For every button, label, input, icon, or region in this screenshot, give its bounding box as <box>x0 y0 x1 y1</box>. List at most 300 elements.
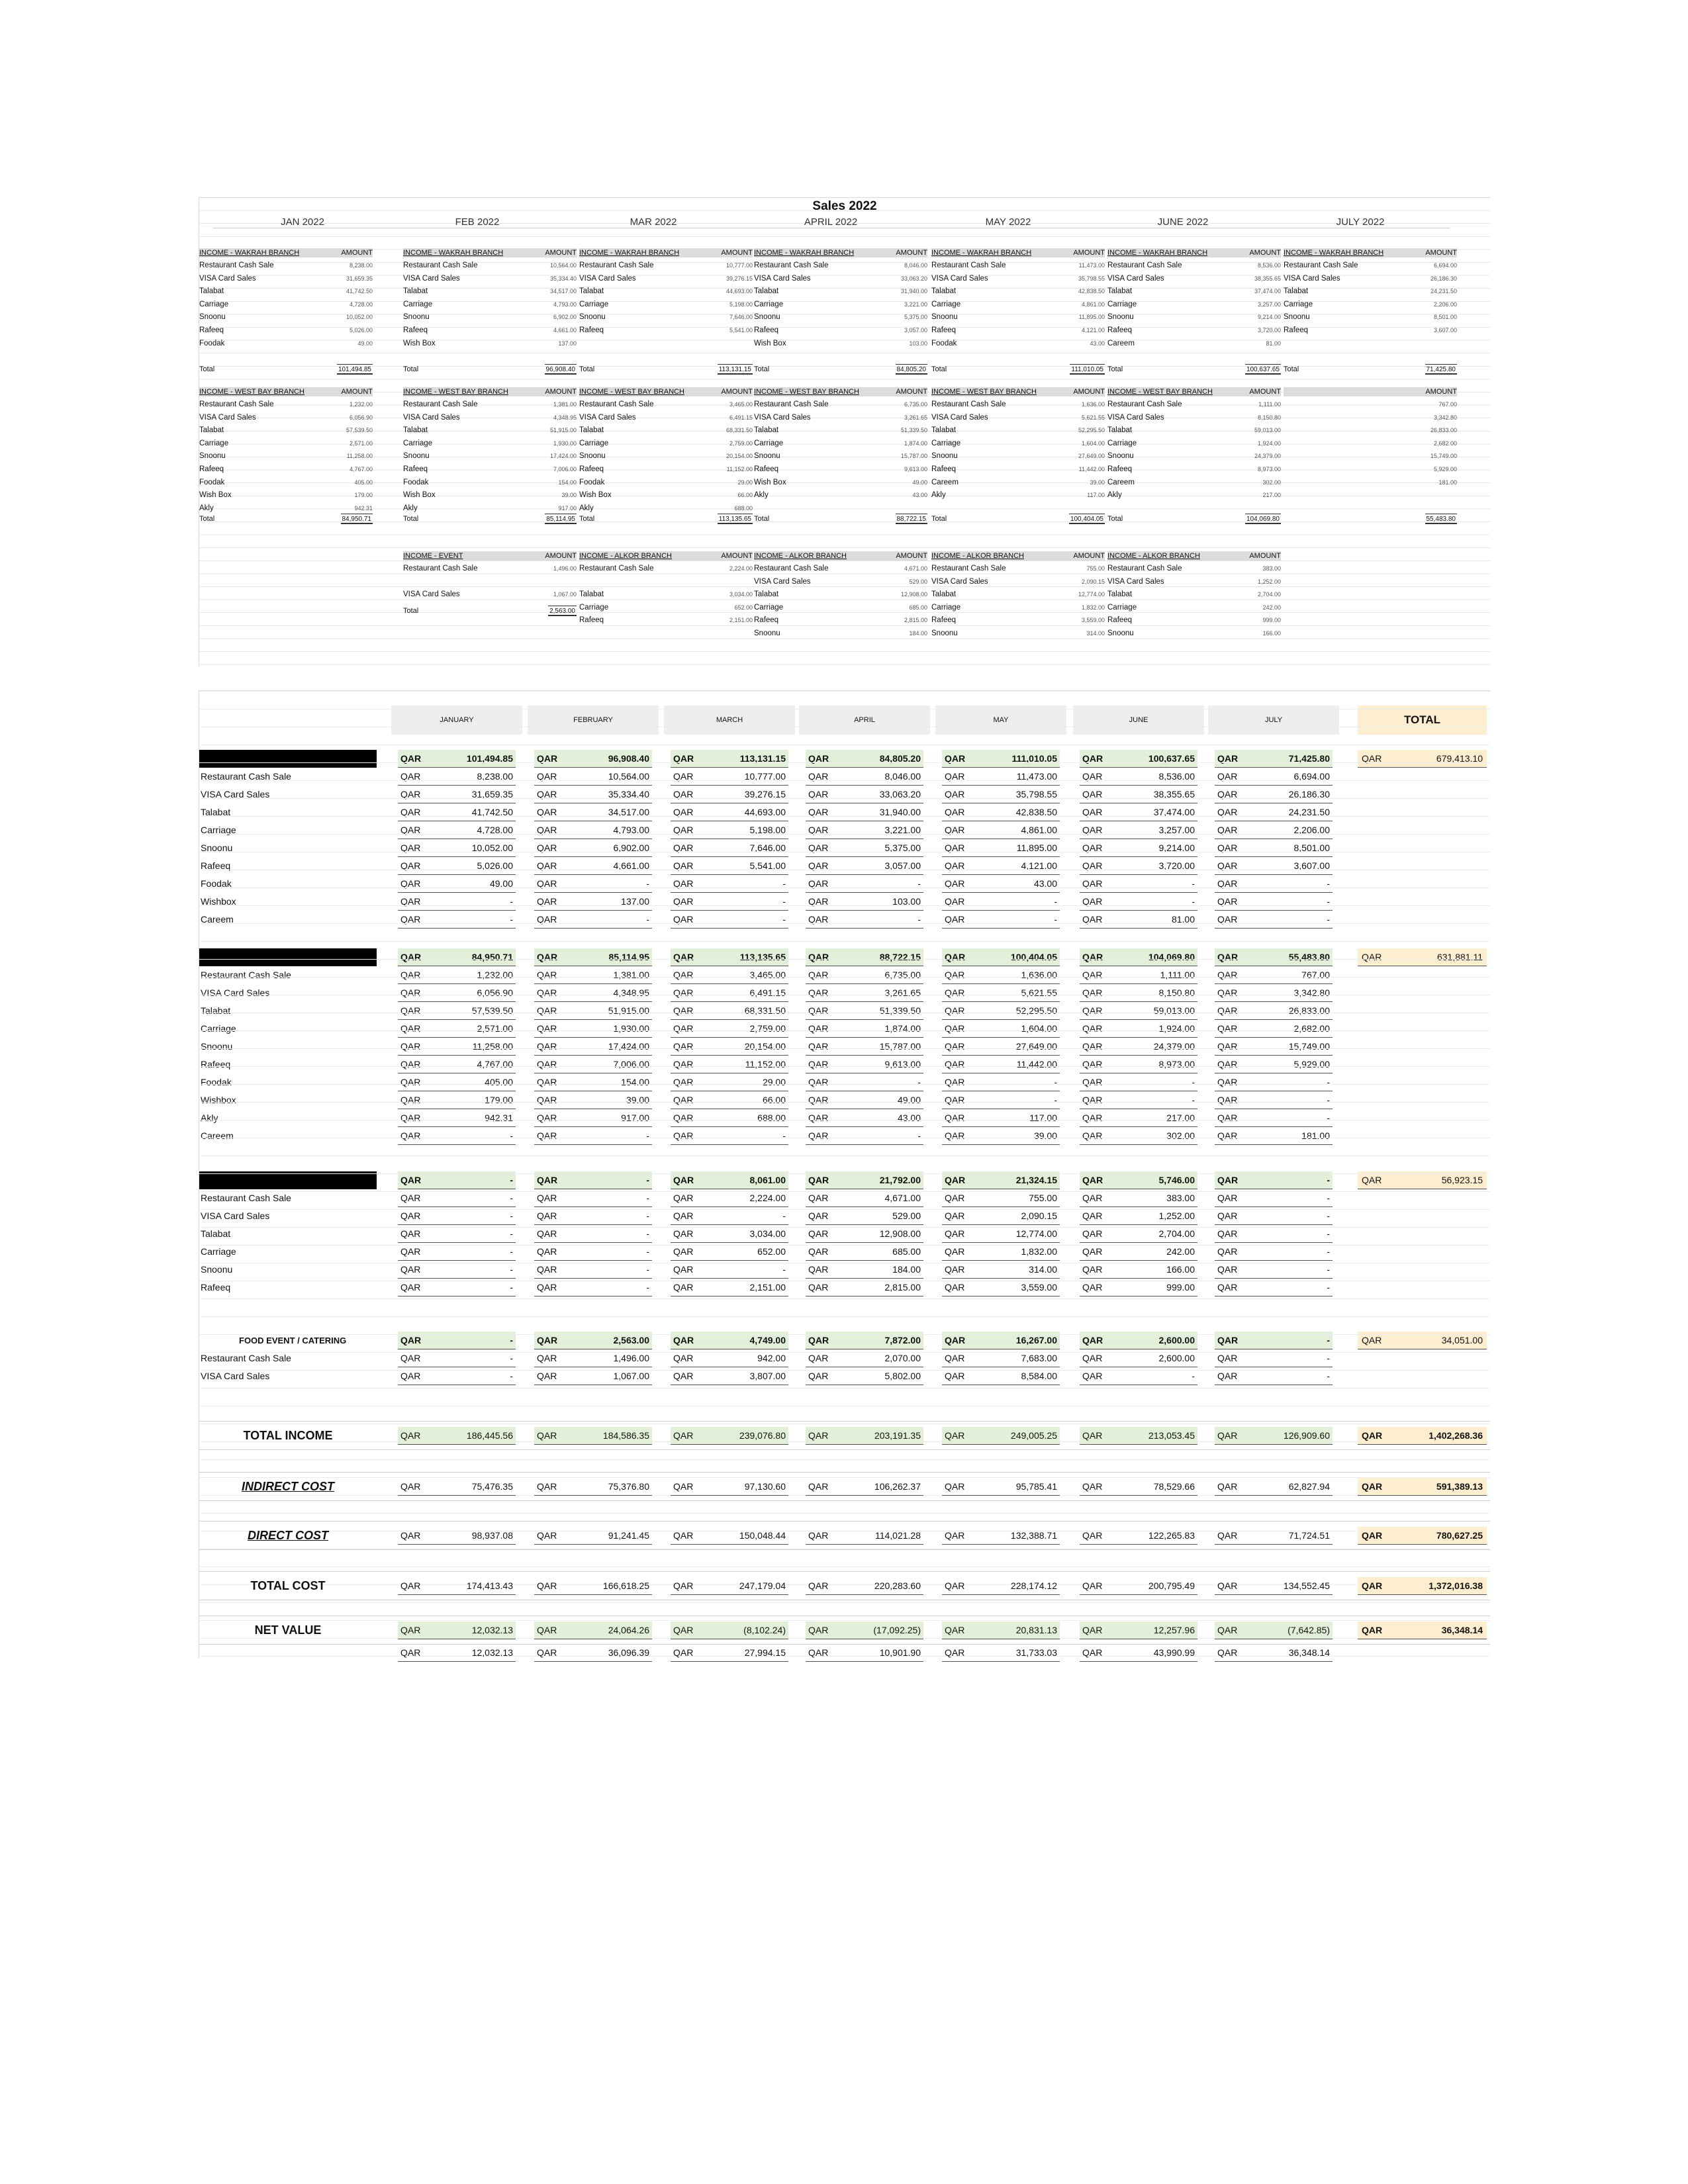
currency-label: QAR <box>673 1430 694 1441</box>
line-item-cell <box>671 1091 788 1109</box>
block-row-amount: 154.00 <box>558 478 577 486</box>
block-row-label: Akly <box>1107 491 1122 500</box>
line-item-row <box>199 1279 1490 1297</box>
currency-label: QAR <box>1082 1282 1103 1293</box>
block-header <box>754 387 927 396</box>
cell-value: - <box>1327 1282 1330 1293</box>
line-item-label: Rafeeq <box>201 1282 231 1293</box>
cell-value: 59,013.00 <box>1153 1005 1195 1016</box>
monthly-detail-sheet <box>199 197 1490 666</box>
currency-label: QAR <box>400 896 421 907</box>
currency-label: QAR <box>1217 1095 1238 1105</box>
block-row <box>1284 450 1457 463</box>
line-item-cell <box>942 911 1060 929</box>
currency-label: QAR <box>1082 789 1103 799</box>
currency-label: QAR <box>1082 860 1103 871</box>
currency-label: QAR <box>400 1095 421 1105</box>
cell-value: - <box>510 1335 513 1345</box>
grid-line <box>199 941 1490 942</box>
currency-label: QAR <box>1082 1210 1103 1221</box>
block-row-amount: 1,832.00 <box>1081 604 1105 611</box>
grid-line <box>199 1602 1490 1603</box>
block-row-amount: 35,798.55 <box>1078 275 1105 282</box>
block-row-amount: 57,539.50 <box>346 427 373 434</box>
cell-value: 24,231.50 <box>1288 807 1330 817</box>
cell-value: 27,994.15 <box>744 1647 786 1658</box>
westbay-block <box>1284 387 1457 489</box>
block-row <box>754 588 927 602</box>
block-row-amount: 2,815.00 <box>904 617 927 624</box>
currency-label: QAR <box>1362 753 1382 764</box>
block-row <box>1107 463 1281 477</box>
currency-label: QAR <box>808 970 829 980</box>
summary-cell <box>1080 1527 1197 1545</box>
block-row-label: Rafeeq <box>579 616 604 625</box>
currency-label: QAR <box>945 1335 966 1345</box>
currency-label: QAR <box>537 1023 557 1034</box>
summary-cell <box>534 1527 652 1545</box>
block-total <box>403 606 577 616</box>
grid-line <box>199 1513 1490 1514</box>
line-item-cell <box>806 1073 923 1091</box>
currency-label: QAR <box>537 1095 557 1105</box>
block-row <box>931 437 1105 451</box>
block-row-amount: 4,861.00 <box>1081 300 1105 308</box>
block-row-amount: 35,334.40 <box>549 275 577 282</box>
block-row-label: Foodak <box>199 339 225 347</box>
block-total-amount: 84,805.20 <box>896 364 928 375</box>
cell-value: - <box>1327 1175 1330 1185</box>
line-item-cell <box>1215 1261 1333 1279</box>
section-total-cell <box>942 948 1060 966</box>
summary-cell <box>942 1621 1060 1639</box>
block-row-amount: 242.00 <box>1262 604 1281 611</box>
line-item-cell <box>671 875 788 893</box>
block-row-label: Restaurant Cash Sale <box>403 261 478 269</box>
line-item-cell <box>1215 1073 1333 1091</box>
cumulative-cell <box>1215 1644 1333 1662</box>
block-row-amount: 2,571.00 <box>349 439 373 447</box>
block-row-label: VISA Card Sales <box>403 413 460 422</box>
block-row-amount: 1,252.00 <box>1257 578 1281 585</box>
block-row <box>1284 463 1457 477</box>
block-row-label: Snoonu <box>1107 452 1134 461</box>
line-item-cell <box>671 893 788 911</box>
line-item-cell <box>806 1127 923 1145</box>
block-row <box>579 324 753 338</box>
block-row <box>579 576 753 589</box>
currency-label: QAR <box>945 771 965 782</box>
block-row-amount: 5,929.00 <box>1433 465 1457 473</box>
cell-value: 7,872.00 <box>884 1335 921 1345</box>
currency-label: QAR <box>400 987 421 998</box>
line-item-cell <box>671 857 788 875</box>
line-item-cell <box>1080 803 1197 821</box>
line-item-row <box>199 1243 1490 1261</box>
line-item-cell <box>1215 786 1333 803</box>
line-item-label: Talabat <box>201 807 231 817</box>
line-item-cell <box>671 839 788 857</box>
block-row-label: Snoonu <box>579 452 606 461</box>
block-row <box>1284 477 1457 490</box>
cell-value: 34,051.00 <box>1441 1335 1483 1345</box>
westbay-block <box>579 387 753 515</box>
block-header-label: INCOME - EVENT <box>403 552 463 560</box>
block-row-label: Talabat <box>579 590 604 599</box>
grid-line <box>199 923 1490 924</box>
event-block <box>403 551 577 602</box>
block-row <box>1107 273 1281 286</box>
cell-value: - <box>646 1210 649 1221</box>
currency-label: QAR <box>537 970 557 980</box>
block-row-label: VISA Card Sales <box>931 274 988 283</box>
currency-label: QAR <box>1217 1228 1238 1239</box>
block-row-amount: 59,013.00 <box>1254 427 1281 434</box>
block-row <box>199 338 373 351</box>
block-row-label: Akly <box>579 504 594 512</box>
block-row <box>403 437 577 451</box>
currency-label: QAR <box>673 1530 694 1541</box>
block-row-label: Careem <box>931 478 959 486</box>
cell-value: 11,152.00 <box>745 1059 786 1069</box>
cell-value: 39,276.15 <box>744 789 786 799</box>
currency-label: QAR <box>1362 952 1382 962</box>
currency-label: QAR <box>945 1371 965 1381</box>
summary-cell <box>671 1621 788 1639</box>
line-item-cell <box>806 911 923 929</box>
cell-value: 2,224.00 <box>749 1193 786 1203</box>
currency-label: QAR <box>400 1210 421 1221</box>
block-row-amount: 166.00 <box>1262 629 1281 637</box>
block-row-amount: 1,381.00 <box>553 401 577 408</box>
month-column-header: JULY <box>1208 705 1339 735</box>
line-item-row <box>199 1127 1490 1145</box>
cell-value: 106,262.37 <box>874 1481 921 1492</box>
currency-label: QAR <box>400 1353 421 1363</box>
currency-label: QAR <box>1082 1041 1103 1052</box>
line-item-cell <box>1215 1207 1333 1225</box>
cell-value: 1,402,268.36 <box>1429 1430 1483 1441</box>
block-row-amount: 5,621.55 <box>1081 414 1105 421</box>
line-item-cell <box>942 857 1060 875</box>
section-total-cell <box>671 1171 788 1189</box>
cell-value: 4,749.00 <box>749 1335 786 1345</box>
line-item-cell <box>942 1189 1060 1207</box>
line-item-cell <box>534 1261 652 1279</box>
block-row-amount: 38,355.65 <box>1254 275 1281 282</box>
cell-value: - <box>510 1228 513 1239</box>
line-item-cell <box>398 893 516 911</box>
cell-value: - <box>1327 896 1330 907</box>
cell-value: 2,151.00 <box>749 1282 786 1293</box>
cell-value: 249,005.25 <box>1010 1430 1057 1441</box>
block-row-label: Restaurant Cash Sale <box>403 400 478 408</box>
block-total-label: Total <box>931 365 947 373</box>
block-total-label: Total <box>754 515 770 523</box>
block-header <box>403 551 577 561</box>
currency-label: QAR <box>945 1113 965 1123</box>
currency-label: QAR <box>1217 1193 1238 1203</box>
section-black-bar <box>199 948 377 966</box>
currency-label: QAR <box>945 1041 965 1052</box>
line-item-cell <box>398 1243 516 1261</box>
cell-value: 184.00 <box>892 1264 921 1275</box>
cell-value: - <box>1192 1095 1195 1105</box>
currency-label: QAR <box>945 1193 965 1203</box>
line-item-cell <box>671 1002 788 1020</box>
block-row-amount: 51,915.00 <box>549 427 577 434</box>
block-row-label: Talabat <box>1107 426 1133 435</box>
block-row-label: VISA Card Sales <box>199 413 256 422</box>
line-item-cell <box>806 1189 923 1207</box>
cell-value: 247,179.04 <box>739 1580 786 1591</box>
cell-value: 36,096.39 <box>608 1647 649 1658</box>
line-item-cell <box>534 821 652 839</box>
currency-label: QAR <box>537 789 557 799</box>
cell-value: - <box>510 1210 513 1221</box>
block-row-amount: 755.00 <box>1086 565 1105 572</box>
currency-label: QAR <box>400 1077 421 1087</box>
currency-label: QAR <box>808 1175 829 1185</box>
grid-line <box>199 1030 1490 1031</box>
cell-value: 2,600.00 <box>1158 1353 1195 1363</box>
block-row <box>579 412 753 425</box>
block-row-label: Rafeeq <box>1107 465 1133 473</box>
block-total-label: Total <box>199 365 215 373</box>
block-row-label: Snoonu <box>931 629 958 637</box>
line-item-cell <box>942 893 1060 911</box>
cell-value: 8,046.00 <box>884 771 921 782</box>
line-item-cell <box>942 1127 1060 1145</box>
line-item-cell <box>671 966 788 984</box>
cell-value: - <box>917 1130 921 1141</box>
block-header-amount: AMOUNT <box>721 388 753 396</box>
westbay-block <box>931 387 1105 502</box>
cell-value: - <box>646 1193 649 1203</box>
line-item-cell <box>671 911 788 929</box>
block-total <box>754 364 927 375</box>
block-row <box>403 563 577 576</box>
cell-value: 242.00 <box>1166 1246 1195 1257</box>
line-item-cell <box>398 875 516 893</box>
block-row-amount: 4,767.00 <box>349 465 373 473</box>
currency-label: QAR <box>808 1041 829 1052</box>
currency-label: QAR <box>537 1625 557 1635</box>
grand-total-cell <box>1358 750 1487 768</box>
line-item-cell <box>942 984 1060 1002</box>
cumulative-cell <box>398 1644 516 1662</box>
cell-value: 56,923.15 <box>1441 1175 1483 1185</box>
line-item-cell <box>398 1038 516 1056</box>
currency-label: QAR <box>808 952 829 962</box>
line-item-cell <box>534 857 652 875</box>
line-item-label: Akly <box>201 1113 218 1123</box>
block-header-label: INCOME - ALKOR BRANCH <box>579 552 672 560</box>
block-header-amount: AMOUNT <box>896 388 927 396</box>
cell-value: - <box>1327 1335 1330 1345</box>
block-total-amount: 2,563.00 <box>548 606 577 616</box>
block-row <box>931 627 1105 641</box>
cell-value: 66.00 <box>762 1095 786 1105</box>
block-header <box>403 248 577 257</box>
line-item-cell <box>942 1279 1060 1297</box>
currency-label: QAR <box>1362 1530 1383 1541</box>
currency-label: QAR <box>673 860 694 871</box>
block-row-label: Rafeeq <box>931 465 957 473</box>
cell-value: 42,838.50 <box>1015 807 1057 817</box>
cell-value: 31,940.00 <box>879 807 921 817</box>
block-row-amount: 7,006.00 <box>553 465 577 473</box>
cell-value: 51,339.50 <box>879 1005 921 1016</box>
currency-label: QAR <box>537 987 557 998</box>
alkor-block <box>1107 551 1281 641</box>
line-item-cell <box>1215 768 1333 786</box>
cell-value: 15,749.00 <box>1288 1041 1330 1052</box>
currency-label: QAR <box>945 860 965 871</box>
wakrah-block <box>1284 248 1457 338</box>
cell-value: 113,135.65 <box>739 952 786 962</box>
grand-total-cell <box>1358 948 1487 966</box>
block-header-amount: AMOUNT <box>1249 552 1281 560</box>
line-item-cell <box>942 1073 1060 1091</box>
currency-label: QAR <box>945 1625 965 1635</box>
line-item-cell <box>671 1073 788 1091</box>
cell-value: - <box>510 1371 513 1381</box>
cell-value: 5,621.55 <box>1021 987 1057 998</box>
summary-cell <box>806 1621 923 1639</box>
cell-value: 679,413.10 <box>1436 753 1483 764</box>
currency-label: QAR <box>945 1353 965 1363</box>
summary-cell <box>671 1427 788 1445</box>
summary-cell <box>1215 1527 1333 1545</box>
cell-value: 2,759.00 <box>749 1023 786 1034</box>
block-header-label: INCOME - ALKOR BRANCH <box>931 552 1024 560</box>
block-row <box>403 588 577 602</box>
cell-value: 55,483.80 <box>1288 952 1330 962</box>
line-item-cell <box>942 839 1060 857</box>
block-row <box>931 477 1105 490</box>
cell-value: 3,807.00 <box>749 1371 786 1381</box>
line-item-cell <box>1215 893 1333 911</box>
line-item-cell <box>1080 1207 1197 1225</box>
summary-cell <box>398 1427 516 1445</box>
block-row <box>579 285 753 298</box>
block-row <box>199 489 373 502</box>
cell-value: 1,930.00 <box>613 1023 649 1034</box>
currency-label: QAR <box>1082 1335 1103 1345</box>
block-total-amount: 100,637.65 <box>1245 364 1281 375</box>
grid-line <box>199 1459 1490 1460</box>
currency-label: QAR <box>945 1530 965 1541</box>
block-row-amount: 68,331.50 <box>726 427 753 434</box>
currency-label: QAR <box>945 1077 965 1087</box>
summary-cell <box>1215 1577 1333 1595</box>
cell-value: 5,929.00 <box>1293 1059 1330 1069</box>
summary-sheet <box>199 690 1490 1659</box>
block-row-label: Restaurant Cash Sale <box>1107 565 1182 572</box>
cell-value: 10,052.00 <box>471 842 513 853</box>
currency-label: QAR <box>1082 842 1103 853</box>
currency-label: QAR <box>945 1580 965 1591</box>
block-row-amount: 8,046.00 <box>904 262 927 269</box>
block-row-amount: 6,902.00 <box>553 314 577 321</box>
block-header <box>931 551 1105 561</box>
line-item-cell <box>398 821 516 839</box>
cell-value: - <box>1327 1228 1330 1239</box>
cell-value: 100,637.65 <box>1148 753 1195 764</box>
line-item-row <box>199 1002 1490 1020</box>
line-item-cell <box>1215 1002 1333 1020</box>
currency-label: QAR <box>673 771 694 782</box>
block-row <box>579 602 753 615</box>
cell-value: 39.00 <box>626 1095 649 1105</box>
currency-label: QAR <box>1217 1481 1238 1492</box>
currency-label: QAR <box>945 1005 965 1016</box>
currency-label: QAR <box>673 842 694 853</box>
sheet-title: Sales 2022 <box>812 199 877 213</box>
cell-value: 3,465.00 <box>749 970 786 980</box>
line-item-row <box>199 768 1490 786</box>
currency-label: QAR <box>945 1228 965 1239</box>
currency-label: QAR <box>1362 1430 1383 1441</box>
block-row-amount: 2,151.00 <box>729 617 753 624</box>
block-row-amount: 49.00 <box>912 478 927 486</box>
block-row-label: Talabat <box>403 426 428 435</box>
block-total-label: Total <box>403 607 419 615</box>
alkor-block <box>754 551 927 641</box>
cell-value: 11,473.00 <box>1016 771 1057 782</box>
cell-value: 91,241.45 <box>608 1530 649 1541</box>
line-item-cell <box>671 768 788 786</box>
cumulative-row <box>199 1644 1490 1662</box>
block-row-label: Restaurant Cash Sale <box>931 565 1006 572</box>
line-item-cell <box>534 893 652 911</box>
currency-label: QAR <box>537 771 557 782</box>
currency-label: QAR <box>1217 860 1238 871</box>
cell-value: 117.00 <box>1029 1113 1057 1123</box>
currency-label: QAR <box>808 1647 829 1658</box>
currency-label: QAR <box>1082 807 1103 817</box>
grid-line <box>199 780 1490 781</box>
cell-value: 12,257.96 <box>1153 1625 1195 1635</box>
block-row-label: Carriage <box>754 439 784 447</box>
block-row <box>1107 259 1281 273</box>
cell-value: 11,895.00 <box>1016 842 1057 853</box>
block-row-label: Restaurant Cash Sale <box>754 565 829 572</box>
line-item-label: Carriage <box>201 825 236 835</box>
block-row <box>1107 602 1281 615</box>
currency-label: QAR <box>1082 1095 1103 1105</box>
line-item-cell <box>671 1020 788 1038</box>
cell-value: 150,048.44 <box>739 1530 786 1541</box>
cell-value: - <box>510 1282 513 1293</box>
block-row-label: Talabat <box>579 426 604 435</box>
cell-value: 3,607.00 <box>1293 860 1330 871</box>
currency-label: QAR <box>400 1282 421 1293</box>
cell-value: 4,121.00 <box>1021 860 1057 871</box>
block-row-label: VISA Card Sales <box>1107 413 1164 422</box>
cell-value: - <box>510 896 513 907</box>
summary-cell <box>1215 1478 1333 1496</box>
block-row-label: Talabat <box>754 426 779 435</box>
block-row <box>754 311 927 324</box>
section-total-cell <box>1215 1171 1333 1189</box>
currency-label: QAR <box>808 1246 829 1257</box>
cell-value: 200,795.49 <box>1148 1580 1195 1591</box>
block-row-label: Rafeeq <box>931 616 957 625</box>
block-row-amount: 26,833.00 <box>1430 427 1457 434</box>
currency-label: QAR <box>808 1113 829 1123</box>
